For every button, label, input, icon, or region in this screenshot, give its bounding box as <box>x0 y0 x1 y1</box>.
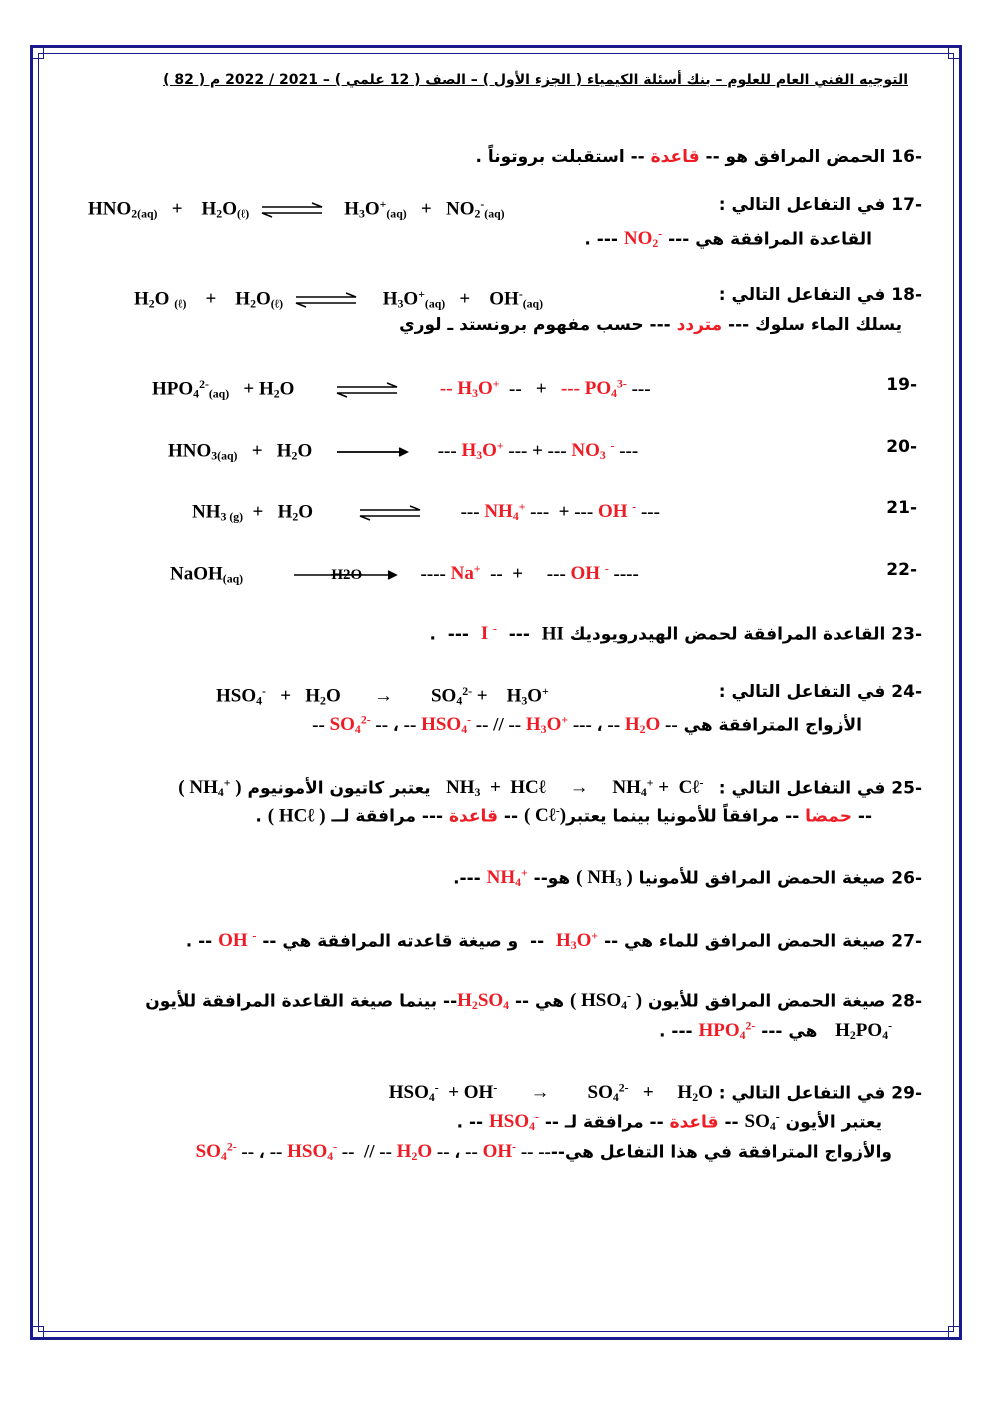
q28-answer2: HPO <box>698 1020 740 1042</box>
question-16 <box>475 146 922 168</box>
q26-text: صيغة الحمض المرافق للأمونيا <box>638 868 886 889</box>
question-29-label: -29 في التفاعل التالي : $HSO_4^- + OH^-$ → $SO_4^{2-}$ + $H_2O$ <box>379 1082 922 1105</box>
equilibrium-arrow <box>254 202 330 218</box>
q16-answer: قاعدة <box>650 147 700 167</box>
page-header: التوجيه الفني العام للعلوم – بنك أسئلة الكيمياء ( الجزء الأول ) – الصف ( 12 علمي ) – 2021 / 2022 م ( 82 ) <box>163 72 908 88</box>
q20-number: -20 <box>886 437 917 457</box>
q26-answer: NH <box>486 867 516 889</box>
q27-text1: صيغة الحمض المرافق للماء هي -- <box>604 931 886 952</box>
q16-tail: -- استقبلت بروتوناً . <box>475 147 651 167</box>
q25-label: في التفاعل التالي : <box>718 778 886 799</box>
q29-line3-text: والأزواج المترافقة في هذا التفاعل هي-- <box>550 1142 892 1163</box>
q25-line2: -- حمضا -- مرافقاً للأمونيا بينما يعتبر( Cℓ-) -- قاعدة --- مرافقة لــ ( HCℓ ) . <box>255 805 872 827</box>
q17-line2: القاعدة المرافقة هي --- $NO_2^-$ --- . <box>584 228 872 251</box>
corner-ornament <box>948 1326 962 1340</box>
q21-equation: $NH_{3 (g)} + H_2O$ --- $NH_4^+$ --- + --- OH - --- <box>192 501 660 524</box>
q29-answer: قاعدة <box>669 1112 719 1133</box>
q20-equation: $HNO_{3(aq)} + H_2O$ --- $H_3O^+$ --- + --- $NO_3$ - --- <box>168 440 639 463</box>
equilibrium-arrow <box>329 382 405 398</box>
question-18-label <box>719 284 922 306</box>
q27-answer2: OH <box>218 930 248 952</box>
question-24-label: -24 في التفاعل التالي : <box>718 682 922 702</box>
q16-number: -16 <box>891 147 922 167</box>
question-23: -23 القاعدة المرافقة لحمض الهيدرويوديك HI --- I - --- . <box>429 623 922 645</box>
q29-line3: والأزواج المترافقة في هذا التفاعل $هي--SO_4^{2-}$ -- ، -- $HSO_4^-$ -- // -- $H_2O$ -- ، -- OH- -- -- <box>195 1141 892 1164</box>
q19-equation: $HPO_4^{2-}_{(aq)} + H_2O -- H_3O^+$ -- + --- $PO_4^{3-}$ --- <box>152 378 651 401</box>
corner-ornament <box>948 45 962 59</box>
q24-line2: الأزواج المترافقة هي -- $SO_4^{2-}$ -- ، -- $HSO_4^-$ -- // -- $H_3O^+$ --- ، -- $H_2O$ -- <box>312 714 862 737</box>
q25-answer1: حمضا <box>805 806 852 827</box>
q25-text1: يعتبر كاتيون الأمونيوم <box>247 778 431 799</box>
question-25-label: -25 في التفاعل التالي : $NH_3$ + HCℓ → $NH_4^+$ + Cℓ- يعتبر كاتيون الأمونيوم ( $NH_4^+$ ) <box>178 777 922 800</box>
q17-number: -17 <box>891 195 922 215</box>
q22-equation: NaOH$_{(aq)}$ ---- Na+ -- + --- OH - ---- <box>170 563 639 586</box>
q29-label: في التفاعل التالي : <box>718 1083 886 1104</box>
q17-label: في التفاعل التالي : <box>718 195 886 215</box>
q18-number: -18 <box>891 285 922 305</box>
corner-ornament <box>30 1326 44 1340</box>
q18-line2: يسلك الماء سلوك --- متردد --- حسب مفهوم برونستد ـ لوري <box>399 315 902 335</box>
q27-answer1: H <box>555 930 571 952</box>
q18-equation: $H_2O$ $_{(\ell)}$ + $H_2O_{(\ell)}$ $H_3O^+_{(aq)}$ + $OH^-_{(aq)}$ <box>134 288 543 311</box>
question-27: -27 صيغة الحمض المرافق للماء هي -- $H_3O^+$ -- و صيغة قاعدته المرافقة هي -- OH - -- . <box>185 930 922 953</box>
q22-number: -22 <box>886 560 917 580</box>
q19-number: -19 <box>886 375 917 395</box>
q27-text2: و صيغة قاعدته المرافقة هي -- <box>262 931 519 952</box>
q23-answer: I <box>480 623 489 645</box>
q18-answer: متردد <box>676 315 723 335</box>
equilibrium-arrow <box>352 505 428 521</box>
q29-line2: يعتبر الأيون $SO_4^-$ -- قاعدة -- مرافقة لـ -- $HSO_4^-$ -- . <box>456 1111 882 1134</box>
q24-equation: $HSO_4^- + H_2O$ → $SO_4^{2-}$ + $H_3O^+$ <box>216 685 549 708</box>
question-17-label <box>719 194 922 216</box>
q17-equation: $HNO_{2(aq)}$ + $H_2O_{(\ell)}$ $H_3O^+_{(aq)} + NO_2^-_{(aq)}$ <box>88 198 505 221</box>
q29-line2-text: يعتبر الأيون <box>785 1112 882 1133</box>
reaction-arrow-with-label <box>292 563 402 586</box>
q17-answer: NO <box>623 228 653 250</box>
question-26: -26 صيغة الحمض المرافق للأمونيا ( $NH_3$ ) هو-- $NH_4^+$ ---. <box>453 867 922 890</box>
q24-line2-text: الأزواج المترافقة هي <box>683 715 862 736</box>
reaction-arrow <box>335 446 411 458</box>
corner-ornament <box>30 45 44 59</box>
q28-text1: صيغة الحمض المرافق للأيون <box>647 991 886 1012</box>
q16-text: الحمض المرافق هو -- <box>699 147 886 167</box>
q25-answer2: قاعدة <box>449 806 498 827</box>
question-28: -28 صيغة الحمض المرافق للأيون ( $HSO_4^-$ ) هي -- $H_2SO_4--$ بينما صيغة القاعدة المرافقة للأيون <box>145 990 922 1013</box>
q28-text3: -- بينما صيغة القاعدة المرافقة للأيون <box>145 991 458 1012</box>
q21-number: -21 <box>886 498 917 518</box>
q17-line2-text: القاعدة المرافقة هي --- <box>662 229 872 250</box>
q18-label: في التفاعل التالي : <box>718 285 886 305</box>
q28-answer1: H <box>457 990 472 1012</box>
q23-text: القاعدة المرافقة لحمض الهيدرويوديك <box>569 624 886 645</box>
q24-label: في التفاعل التالي : <box>718 682 886 702</box>
equilibrium-arrow <box>288 292 364 308</box>
q28-line2: $H_2PO_4^-$ هي --- $HPO_4^{2-}$ --- . <box>659 1020 892 1043</box>
